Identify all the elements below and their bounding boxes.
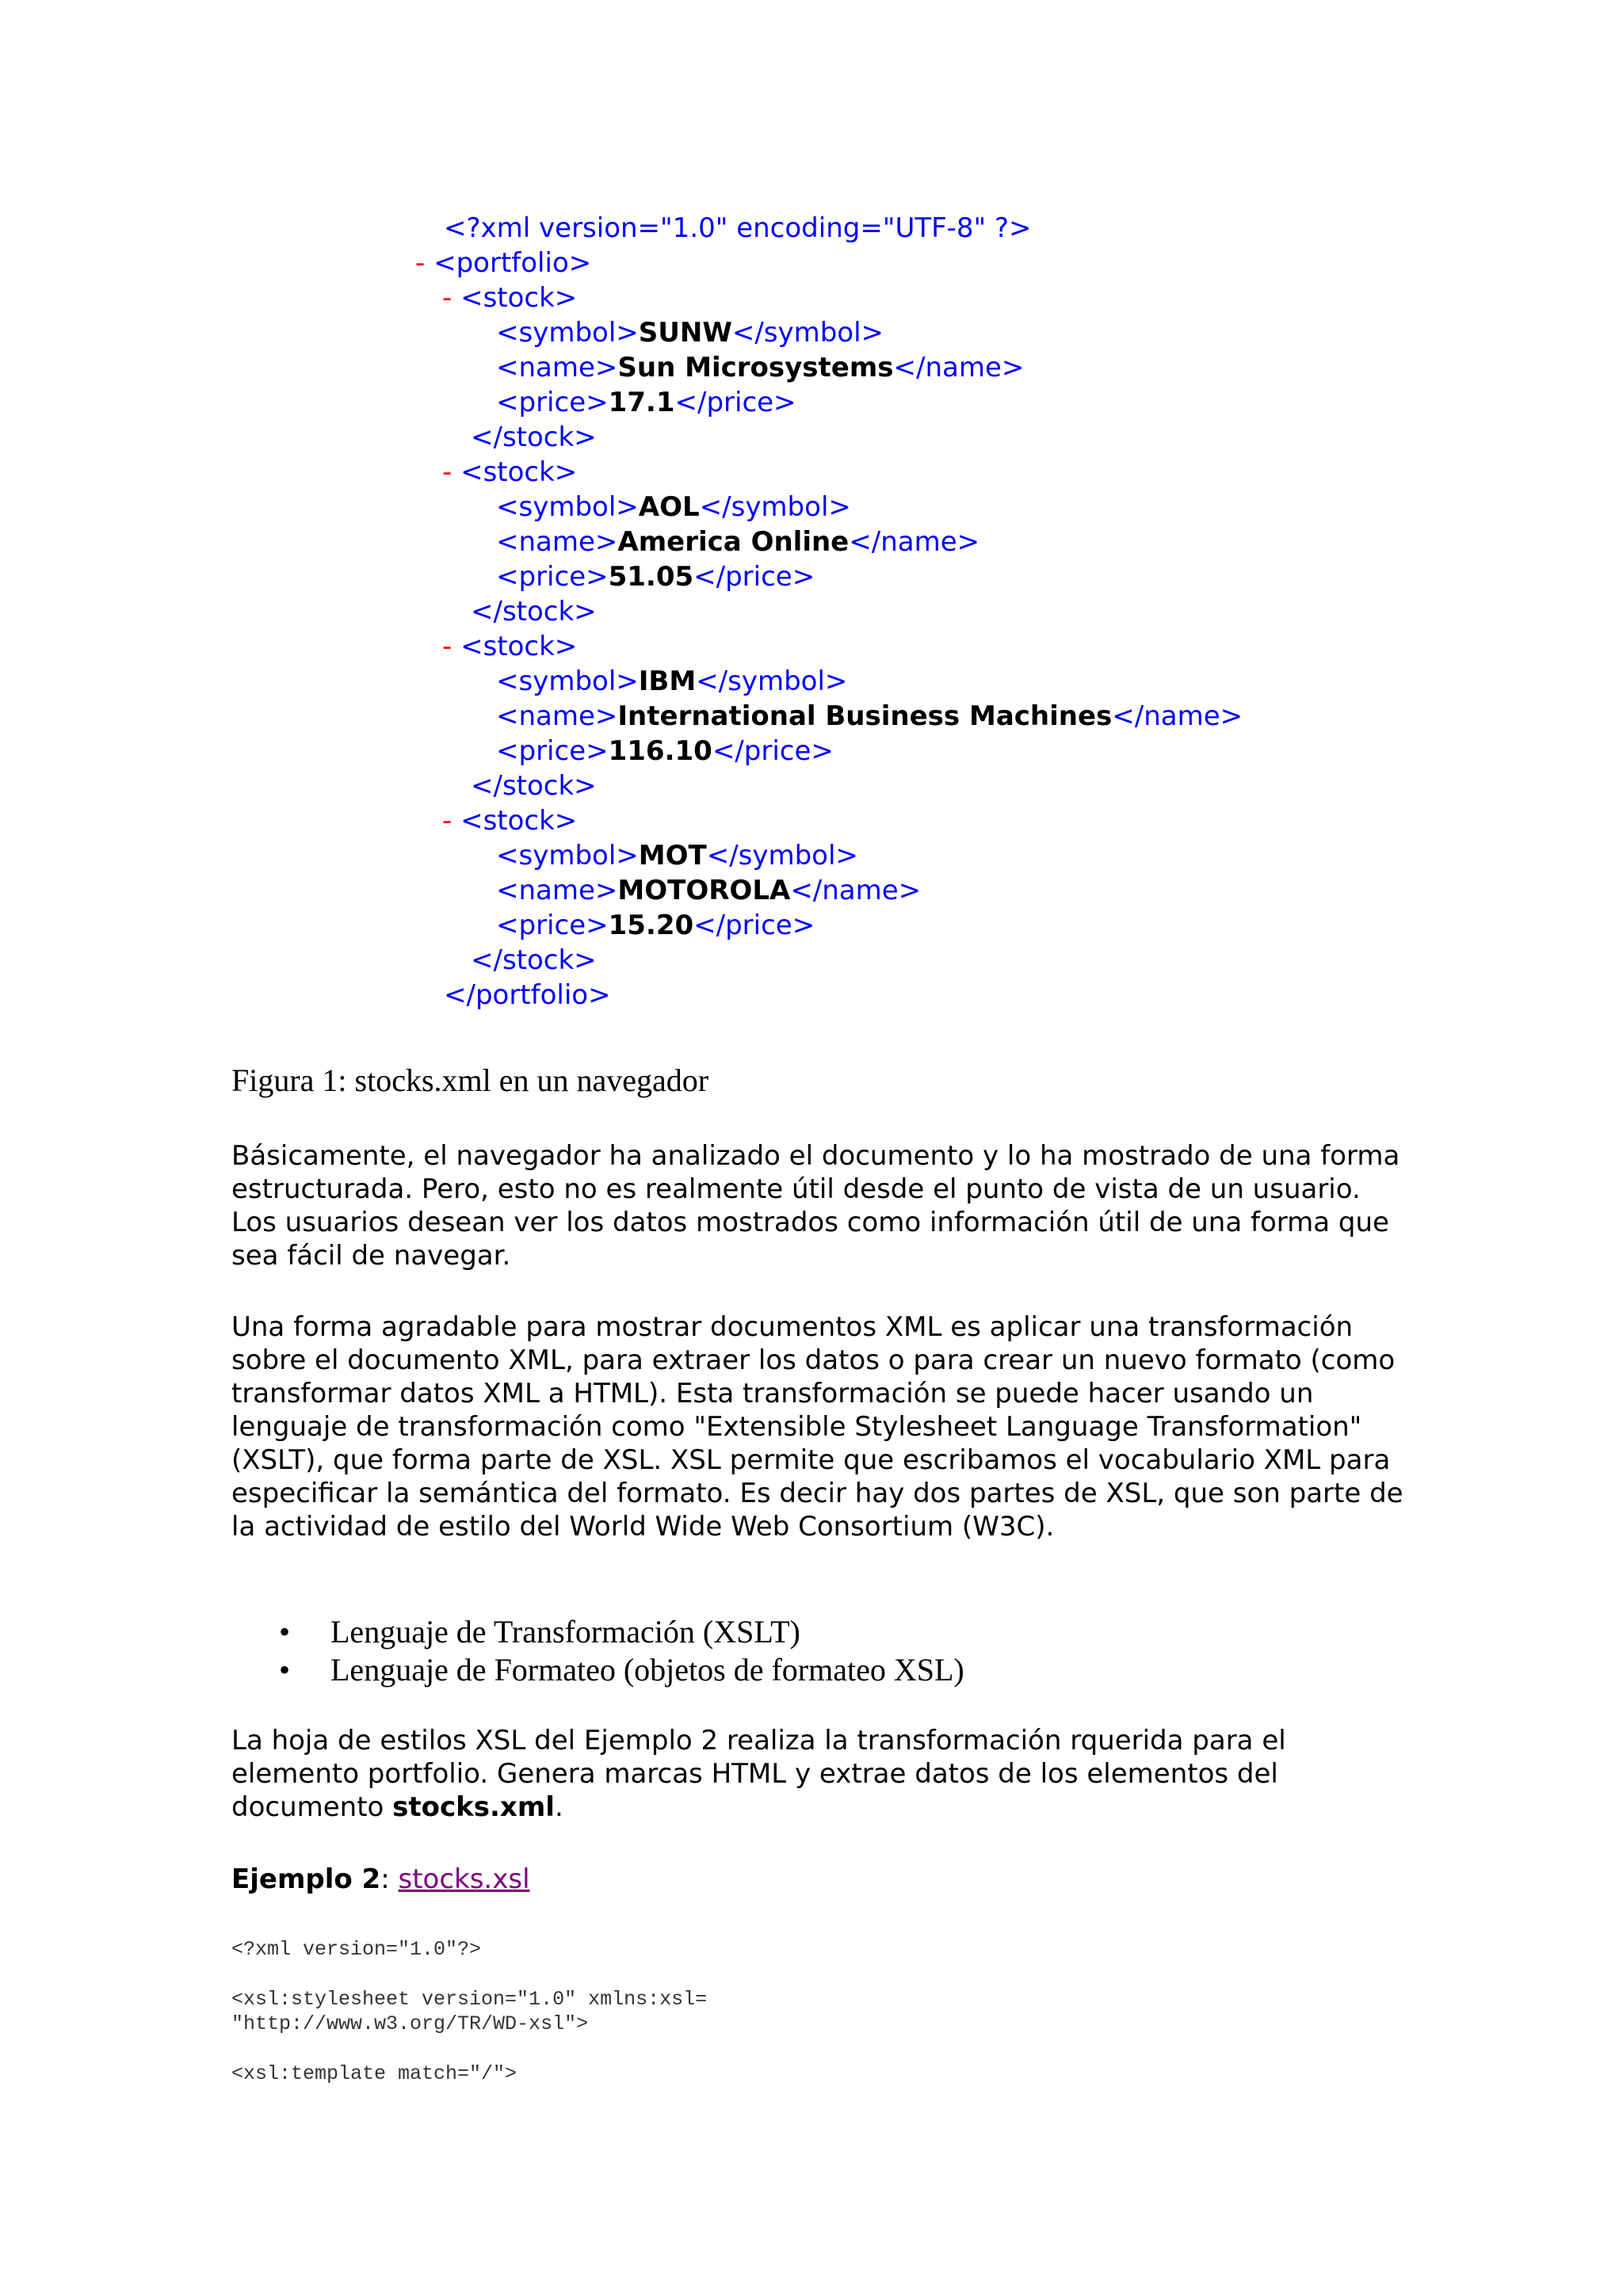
price-value: 17.1 (608, 387, 675, 418)
symbol-value: SUNW (638, 317, 732, 349)
example-link[interactable]: stocks.xsl (398, 1863, 530, 1895)
stock-open-line[interactable] (442, 803, 577, 838)
stock-close-tag: </stock> (471, 421, 597, 453)
name-close-tag: </name> (893, 352, 1025, 383)
collapse-toggle[interactable]: - (442, 805, 453, 837)
name-close-tag: </name> (1112, 700, 1243, 732)
name-close-tag: </name> (790, 875, 922, 906)
collapse-toggle[interactable]: - (442, 631, 453, 662)
xml-tree-view (404, 204, 1243, 1020)
list-item (231, 1613, 964, 1651)
name-line (496, 524, 980, 559)
bullet-icon: • (279, 1652, 291, 1688)
xml-declaration (444, 211, 1032, 246)
collapse-toggle[interactable]: - (442, 282, 453, 314)
bullet-list (231, 1613, 964, 1689)
symbol-value: IBM (638, 666, 697, 697)
name-line (496, 873, 921, 908)
symbol-line (496, 664, 847, 699)
price-open-tag: <price> (496, 910, 609, 941)
portfolio-close-tag: </portfolio> (444, 979, 611, 1011)
symbol-line (496, 490, 851, 524)
paragraph-text: Básicamente, el navegador ha analizado el documento y lo ha mostrado de una forma estructurada. Pero, esto no es realmente útil desde el punto de vista de un usuario. Los usuarios desean ver los datos mostrados como información útil de una forma que sea fácil de navegar. (231, 1140, 1400, 1272)
stock-open-line[interactable] (442, 280, 577, 315)
name-open-tag: <name> (496, 700, 618, 732)
price-value: 51.05 (608, 561, 694, 593)
symbol-line (496, 315, 884, 350)
paragraph-2 (231, 1310, 1404, 1543)
symbol-open-tag: <symbol> (496, 666, 639, 697)
price-line (496, 559, 815, 594)
stock-open-line[interactable] (442, 455, 577, 490)
name-line (496, 350, 1024, 385)
name-value: International Business Machines (617, 700, 1113, 732)
list-item (231, 1651, 964, 1689)
name-close-tag: </name> (849, 526, 980, 558)
stock-close-line (471, 594, 597, 629)
paragraph-1 (231, 1139, 1404, 1272)
stock-close-line (471, 769, 597, 803)
symbol-open-tag: <symbol> (496, 317, 639, 349)
paragraph-3 (231, 1724, 1404, 1824)
stock-close-line (471, 420, 597, 455)
name-open-tag: <name> (496, 875, 618, 906)
paragraph-text-after: . (554, 1791, 563, 1823)
price-open-tag: <price> (496, 387, 609, 418)
stock-close-tag: </stock> (471, 944, 597, 976)
symbol-line (496, 838, 858, 873)
price-close-tag: </price> (693, 910, 815, 941)
portfolio-close-line (444, 978, 611, 1013)
collapse-toggle[interactable]: - (415, 247, 426, 279)
paragraph-text (231, 1724, 1404, 1824)
code-line-2: <xsl:stylesheet version="1.0" xmlns:xsl= "http://www.w3.org/TR/WD-xsl"> (231, 1988, 708, 2035)
figure-caption: Figura 1: stocks.xml en un navegador (231, 1062, 709, 1098)
price-close-tag: </price> (712, 735, 834, 767)
symbol-close-tag: </symbol> (696, 666, 848, 697)
symbol-value: MOT (638, 840, 707, 871)
name-line (496, 699, 1243, 734)
price-line (496, 908, 815, 943)
symbol-value: AOL (638, 491, 700, 523)
price-close-tag: </price> (674, 387, 796, 418)
price-line (496, 385, 796, 420)
stock-open-line[interactable] (442, 629, 577, 664)
list-item-text: Lenguaje de Formateo (objetos de formateo XSL) (330, 1652, 964, 1688)
collapse-toggle[interactable]: - (442, 456, 453, 488)
portfolio-open-tag: <portfolio> (433, 247, 592, 279)
symbol-close-tag: </symbol> (706, 840, 858, 871)
filename-bold: stocks.xml (392, 1791, 555, 1823)
stock-close-tag: </stock> (471, 596, 597, 627)
bullet-icon: • (279, 1614, 291, 1650)
name-open-tag: <name> (496, 526, 618, 558)
name-value: MOTOROLA (617, 875, 791, 906)
price-value: 15.20 (608, 910, 694, 941)
name-open-tag: <name> (496, 352, 618, 383)
example-heading (231, 1863, 530, 1895)
xml-pi: <?xml version="1.0" encoding="UTF-8" ?> (444, 212, 1032, 244)
list-item-text: Lenguaje de Transformación (XSLT) (330, 1614, 800, 1650)
example-label: Ejemplo 2 (231, 1863, 381, 1895)
price-open-tag: <price> (496, 561, 609, 593)
example-separator: : (380, 1863, 399, 1895)
portfolio-open-line[interactable] (415, 246, 591, 280)
stock-open-tag: <stock> (460, 456, 578, 488)
name-value: America Online (617, 526, 850, 558)
code-line-1: <?xml version="1.0"?> (231, 1938, 482, 1961)
symbol-open-tag: <symbol> (496, 840, 639, 871)
symbol-close-tag: </symbol> (731, 317, 884, 349)
paragraph-text-before: La hoja de estilos XSL del Ejemplo 2 realiza la transformación rquerida para el elemento portfolio. Genera marcas HTML y extrae datos de los elementos del documento (231, 1725, 1286, 1823)
price-value: 116.10 (608, 735, 712, 767)
price-line (496, 734, 834, 769)
stock-open-tag: <stock> (460, 805, 578, 837)
code-line-3: <xsl:template match="/"> (231, 2062, 517, 2085)
price-close-tag: </price> (693, 561, 815, 593)
symbol-close-tag: </symbol> (699, 491, 851, 523)
price-open-tag: <price> (496, 735, 609, 767)
stock-open-tag: <stock> (460, 282, 578, 314)
paragraph-text: Una forma agradable para mostrar documentos XML es aplicar una transformación sobre el documento XML, para extraer los datos o para crear un nuevo formato (como transformar datos XML a HTML). Esta transformación se puede hacer usando un lenguaje de transformación como "Extensible Stylesheet Language Transformation" (XSLT), que forma parte de XSL. XSL permite que escribamos el vocabulario XML para especificar la semántica del formato. Es decir hay dos partes de XSL, que son parte de la actividad de estilo del World Wide Web Consortium (W3C). (231, 1311, 1403, 1543)
name-value: Sun Microsystems (617, 352, 894, 383)
symbol-open-tag: <symbol> (496, 491, 639, 523)
stock-close-tag: </stock> (471, 770, 597, 802)
stock-close-line (471, 943, 597, 978)
stock-open-tag: <stock> (460, 631, 578, 662)
